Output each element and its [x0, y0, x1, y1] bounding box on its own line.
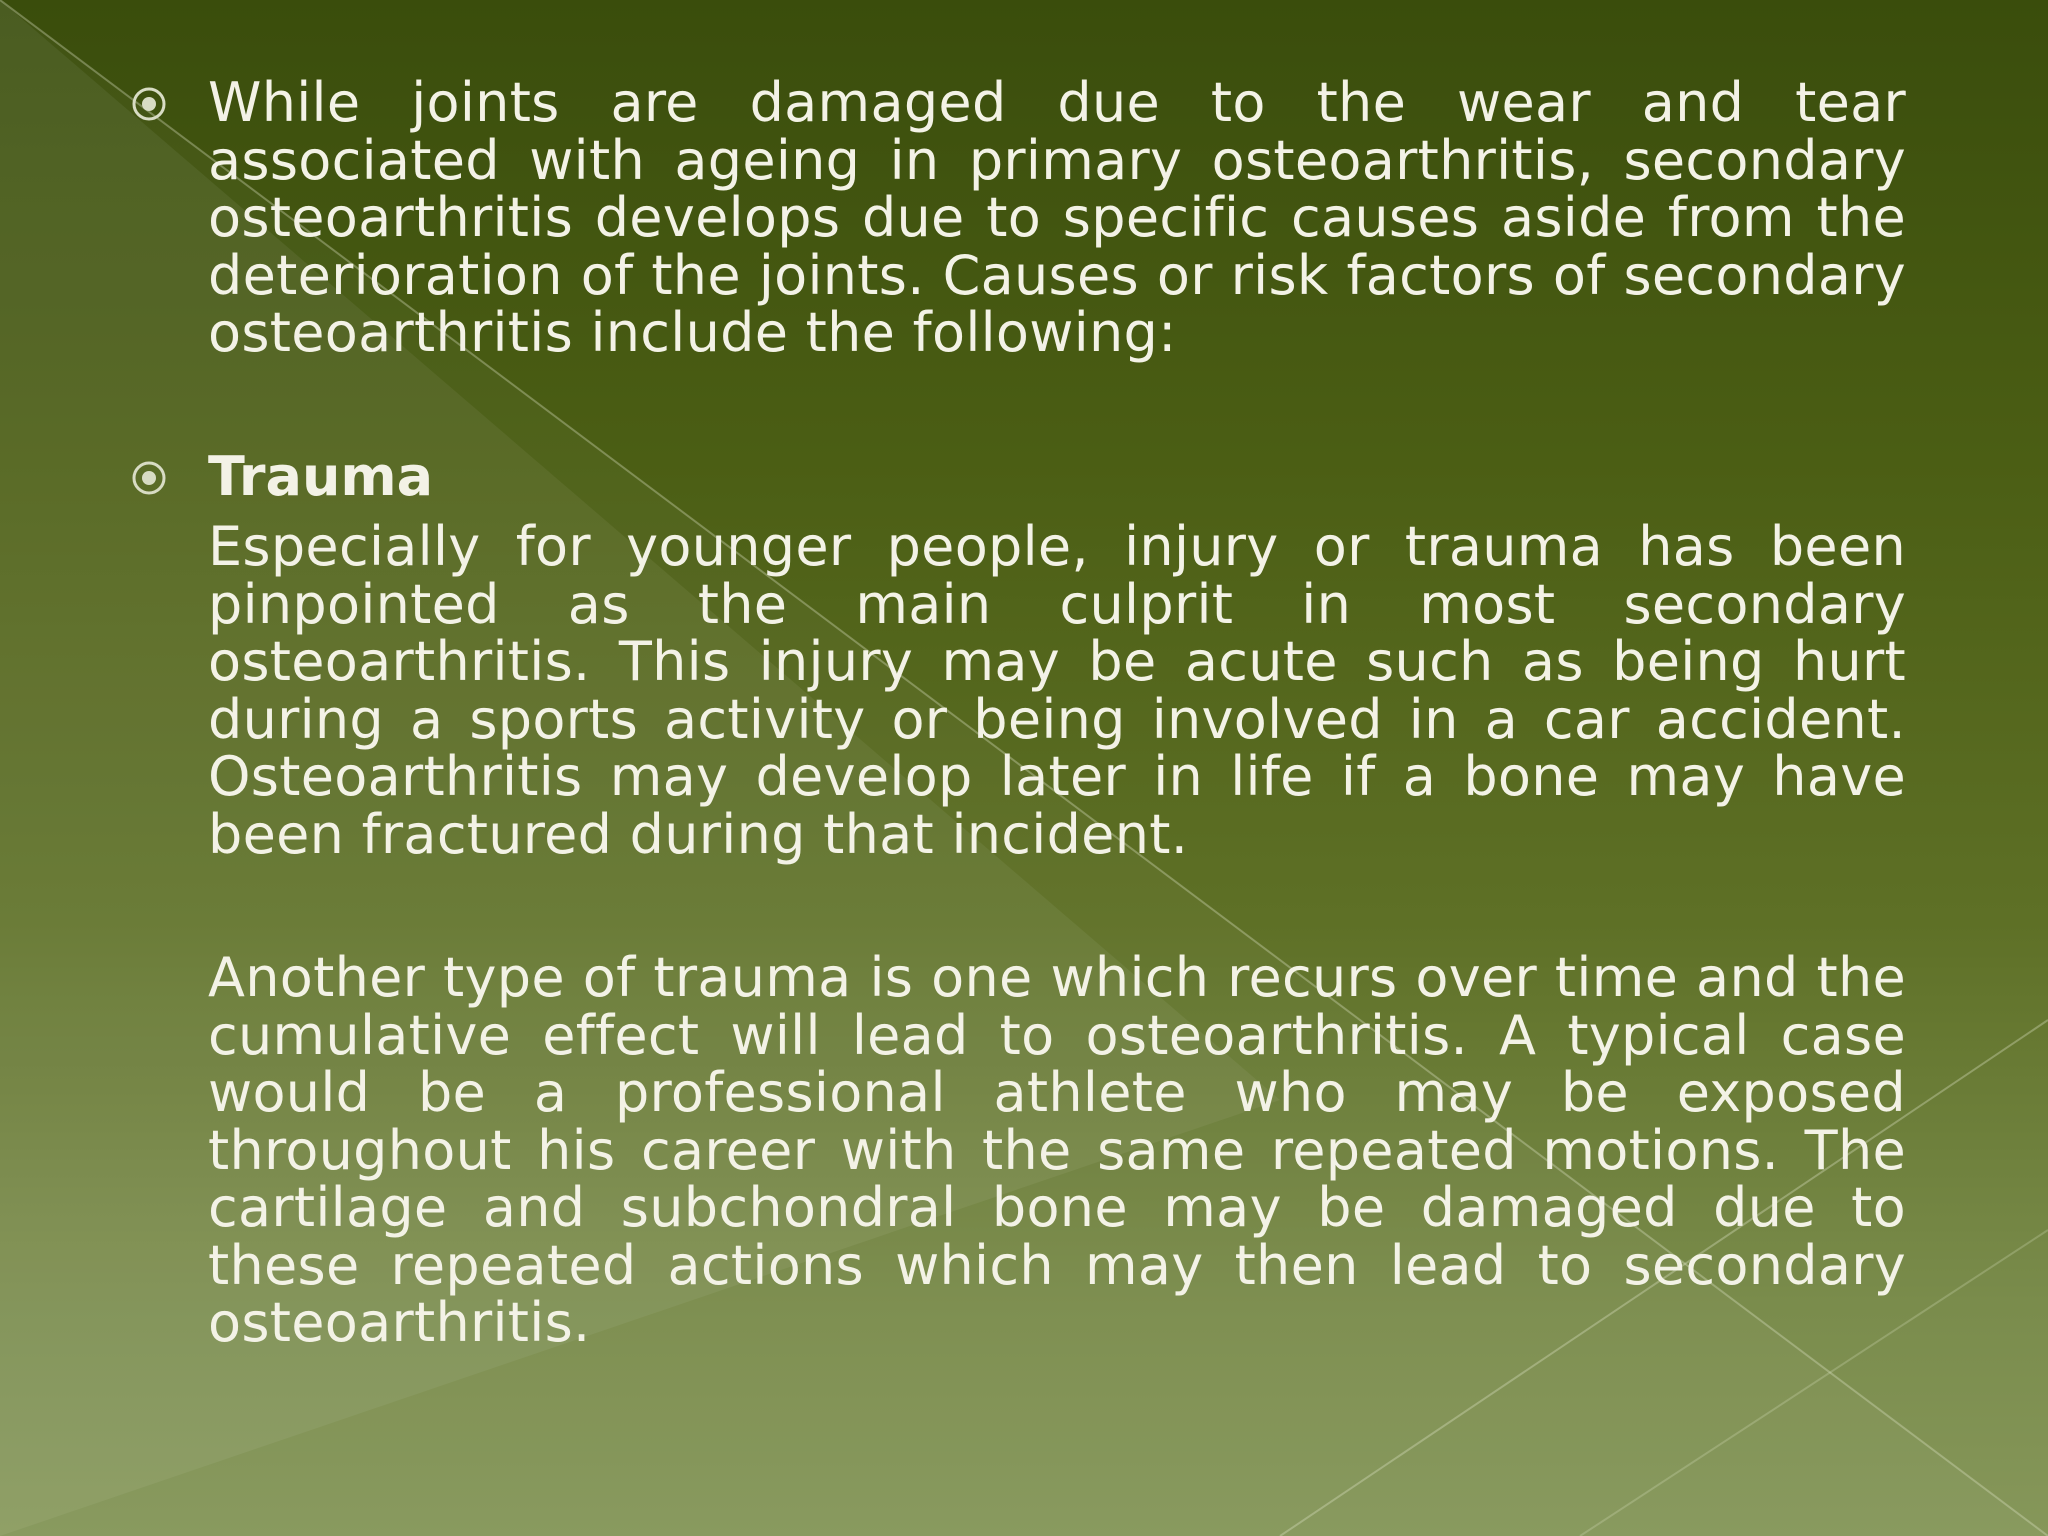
trauma-paragraph-2: Another type of trauma is one which recurs over time and the cumulative effect will lead to osteoarthritis. A typical case would be a professional athlete who may be exposed throughout his career with the same repeated motions. The cartilage and subchondral bone may be damaged due to these repeated actions which may then lead to secondary osteoarthritis.	[208, 946, 1906, 1354]
intro-paragraph: While joints are damaged due to the wear and tear associated with ageing in primary osteoarthritis, secondary osteoarthritis develops due to specific causes aside from the deterioration of the joints. Causes or risk factors of secondary osteoarthritis include the following:	[208, 71, 1906, 364]
trauma-paragraph-1: Especially for younger people, injury or trauma has been pinpointed as the main culprit in most secondary osteoarthritis. This injury may be acute such as being hurt during a sports activity or being involved in a car accident. Osteoarthritis may develop later in life if a bone may have been fractured during that incident.	[208, 515, 1906, 866]
circle-dot-bullet-icon	[126, 81, 172, 127]
circle-dot-bullet-icon	[126, 455, 172, 501]
section-heading: Trauma	[208, 445, 434, 508]
